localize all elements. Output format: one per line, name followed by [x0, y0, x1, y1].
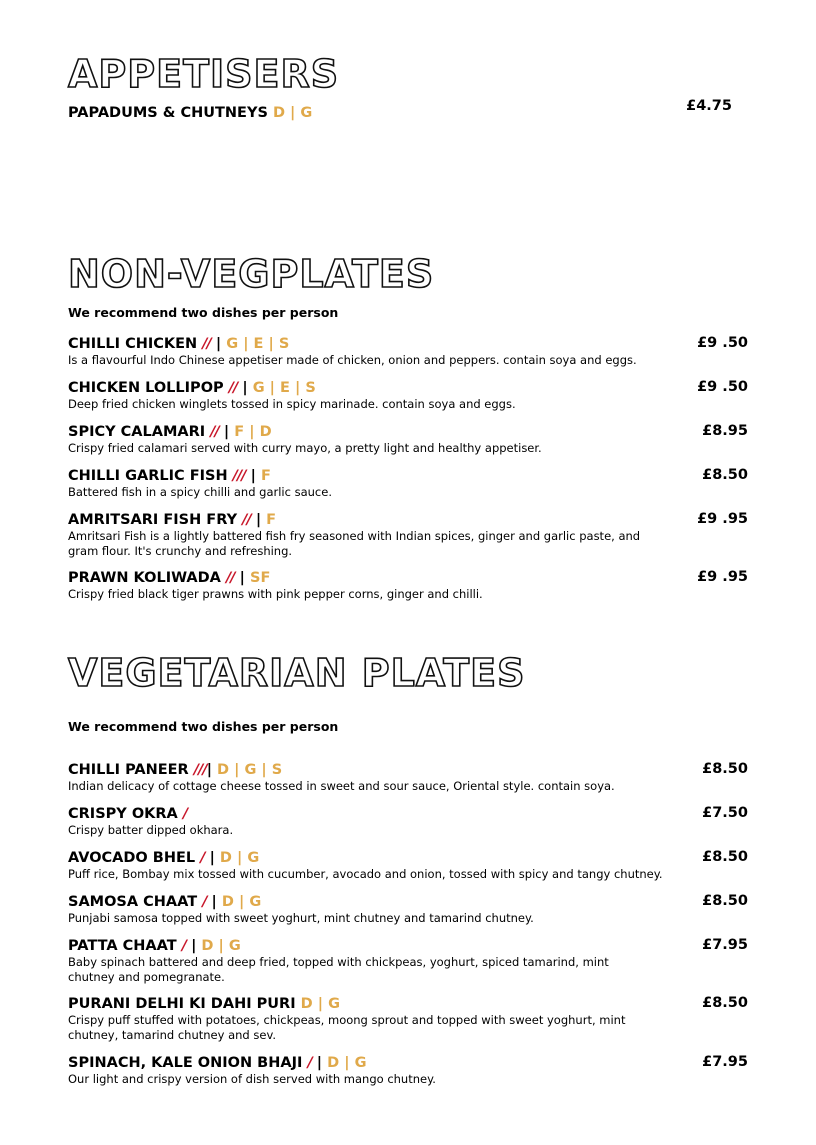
- item-price: £8.50: [702, 761, 748, 777]
- item-name: SPICY CALAMARI: [68, 424, 206, 440]
- allergen-codes: D | G: [272, 105, 313, 121]
- separator: |: [316, 1055, 323, 1071]
- section-title-nonveg: NON-VEGPLATES: [68, 252, 435, 296]
- item-name: PAPADUMS & CHUTNEYS: [68, 105, 268, 121]
- item-price: £9 .95: [697, 511, 748, 527]
- allergen-codes: D | G: [201, 938, 241, 954]
- menu-item: [68, 98, 748, 122]
- item-name: SPINACH, KALE ONION BHAJI: [68, 1055, 303, 1071]
- separator: |: [242, 380, 248, 396]
- allergen-codes: G | E | S: [226, 336, 290, 352]
- item-description: Battered fish in a spicy chilli and garlic sauce.: [68, 485, 332, 499]
- separator: |: [206, 762, 212, 778]
- item-name-line: [68, 893, 748, 911]
- chili-icon: /: [181, 938, 186, 954]
- item-price: £7.50: [702, 805, 748, 821]
- item-name-line: [68, 995, 748, 1013]
- item-price: £9 .50: [697, 335, 748, 351]
- item-name-line: [68, 335, 748, 353]
- item-price: £9 .50: [697, 379, 748, 395]
- item-name: PRAWN KOLIWADA: [68, 570, 221, 586]
- menu-item: [68, 1054, 748, 1087]
- separator: |: [239, 570, 245, 586]
- menu-item: [68, 467, 748, 500]
- item-name: CRISPY OKRA: [68, 806, 178, 822]
- item-name-line: [68, 423, 748, 441]
- separator: |: [191, 938, 197, 954]
- item-name-line: [68, 937, 748, 955]
- allergen-codes: SF: [250, 570, 271, 586]
- item-description: Amritsari Fish is a lightly battered fish fry seasoned with Indian spices, ginger and garlic paste, and gram flour. It's crunchy and refreshing.: [68, 529, 641, 558]
- separator: |: [209, 850, 215, 866]
- allergen-codes: D | G: [300, 996, 341, 1012]
- item-description: Is a flavourful Indo Chinese appetiser made of chicken, onion and peppers. contain soya and eggs.: [68, 353, 637, 367]
- menu-item: [68, 335, 748, 368]
- item-price: £8.50: [702, 893, 748, 909]
- menu-item: [68, 995, 748, 1043]
- item-description: Indian delicacy of cottage cheese tossed in sweet and sour sauce, Oriental style. contain soya.: [68, 779, 615, 793]
- menu-item: [68, 511, 748, 559]
- item-price: £7.95: [702, 937, 748, 953]
- item-name-line: [68, 569, 748, 587]
- chili-icon: /: [202, 894, 207, 910]
- item-description: Deep fried chicken winglets tossed in spicy marinade. contain soya and eggs.: [68, 397, 516, 411]
- menu-item: [68, 379, 748, 412]
- item-price: £8.95: [702, 423, 748, 439]
- item-description: Crispy batter dipped okhara.: [68, 823, 234, 837]
- chili-icon: /: [200, 850, 205, 866]
- item-name: SAMOSA CHAAT: [68, 894, 198, 910]
- item-name-line: [68, 1054, 748, 1072]
- item-price: £7.95: [702, 1054, 748, 1070]
- menu-item: [68, 805, 748, 838]
- item-description: Our light and crispy version of dish served with mango chutney.: [68, 1072, 436, 1086]
- item-name: PURANI DELHI KI DAHI PURI: [68, 996, 296, 1012]
- separator: |: [250, 468, 256, 484]
- item-name: AVOCADO BHEL: [68, 850, 196, 866]
- item-description: Baby spinach battered and deep fried, topped with chickpeas, yoghurt, spiced tamarind, mint chutney and pomegranate.: [68, 955, 609, 984]
- item-description: Crispy fried calamari served with curry mayo, a pretty light and healthy appetiser.: [68, 441, 542, 455]
- allergen-codes: F: [260, 468, 271, 484]
- menu-item: [68, 569, 748, 602]
- item-name-line: [68, 511, 748, 529]
- item-name-line: [68, 761, 748, 779]
- item-name-line: [68, 805, 748, 823]
- separator: |: [255, 512, 262, 528]
- item-name: PATTA CHAAT: [68, 938, 177, 954]
- item-name-line: [68, 467, 748, 485]
- separator: |: [215, 336, 222, 352]
- allergen-codes: F | D: [234, 424, 272, 440]
- chili-icon: ///: [232, 468, 246, 484]
- allergen-codes: F: [266, 512, 277, 528]
- chili-icon: ///: [193, 762, 207, 778]
- allergen-codes: G | E | S: [252, 380, 316, 396]
- item-name-line: [68, 849, 748, 867]
- allergen-codes: D | G: [219, 850, 260, 866]
- item-description: Puff rice, Bombay mix tossed with cucumber, avocado and onion, tossed with spicy and tangy chutney.: [68, 867, 663, 881]
- item-name: CHILLI CHICKEN: [68, 336, 198, 352]
- section-note: We recommend two dishes per person: [68, 305, 339, 320]
- allergen-codes: D | G | S: [217, 762, 283, 778]
- item-name: CHILLI PANEER: [68, 762, 189, 778]
- chili-icon: /: [307, 1055, 312, 1071]
- item-name: CHICKEN LOLLIPOP: [68, 380, 224, 396]
- item-name-line: [68, 379, 748, 397]
- item-price: £8.50: [702, 849, 748, 865]
- item-price: £4.75: [686, 98, 732, 114]
- chili-icon: //: [210, 424, 219, 440]
- menu-item: [68, 937, 748, 985]
- chili-icon: //: [202, 336, 211, 352]
- chili-icon: //: [242, 512, 251, 528]
- allergen-codes: D | G: [327, 1055, 367, 1071]
- item-price: £9 .95: [697, 569, 748, 585]
- menu-item: [68, 893, 748, 926]
- section-title-appetisers: APPETISERS: [68, 52, 340, 96]
- item-name: AMRITSARI FISH FRY: [68, 512, 238, 528]
- menu-item: [68, 423, 748, 456]
- chili-icon: //: [225, 570, 235, 586]
- item-name: CHILLI GARLIC FISH: [68, 468, 228, 484]
- chili-icon: //: [228, 380, 238, 396]
- menu-item: [68, 761, 748, 794]
- item-description: Crispy puff stuffed with potatoes, chickpeas, moong sprout and topped with sweet yoghurt, mint chutney, tamarind chutney and sev.: [68, 1013, 626, 1042]
- separator: |: [223, 424, 230, 440]
- separator: |: [211, 894, 217, 910]
- section-note: We recommend two dishes per person: [68, 719, 339, 734]
- item-description: Crispy fried black tiger prawns with pink pepper corns, ginger and chilli.: [68, 587, 483, 601]
- item-name-line: [68, 104, 748, 122]
- chili-icon: /: [182, 806, 188, 822]
- allergen-codes: D | G: [221, 894, 262, 910]
- item-price: £8.50: [702, 995, 748, 1011]
- item-description: Punjabi samosa topped with sweet yoghurt, mint chutney and tamarind chutney.: [68, 911, 534, 925]
- item-price: £8.50: [702, 467, 748, 483]
- section-title-veg: VEGETARIAN PLATES: [68, 651, 526, 695]
- menu-item: [68, 849, 748, 882]
